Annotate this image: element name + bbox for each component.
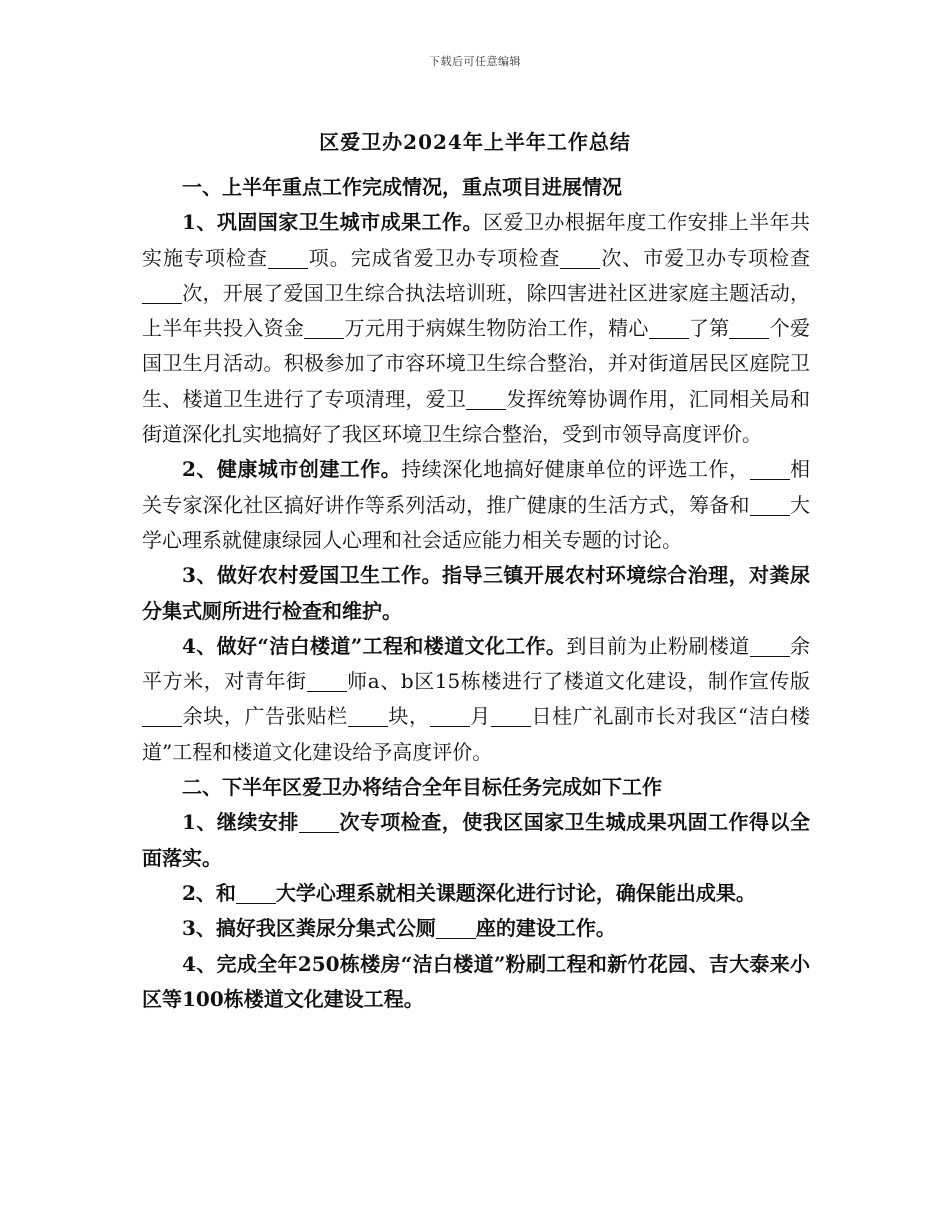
paragraph-text: 余平方米，对青年街	[142, 633, 811, 694]
item-lead: 1、巩固国家卫生城市成果工作。	[182, 210, 483, 235]
section1-item2-paragraph	[142, 452, 810, 558]
fill-blank	[236, 883, 276, 904]
item-lead: 2、健康城市创建工作。	[182, 457, 402, 482]
fill-blank	[466, 389, 506, 410]
fill-blank	[348, 706, 388, 727]
paragraph-text: 相关专家深化社区搞好讲作等系列活动，推广健康的生活方式，筹备和	[142, 457, 811, 517]
fill-blank	[729, 318, 769, 339]
section1-item3-paragraph: 3、做好农村爱国卫生工作。指导三镇开展农村环境综合治理，对粪尿分集式厕所进行检查和维护。	[142, 563, 810, 623]
paragraph-text: 次，开展了爱国卫生综合执法培训班，除四害进社区进家庭主题活动，上半年共投入资金	[142, 280, 810, 341]
section1-heading: 一、上半年重点工作完成情况，重点项目进展情况	[182, 175, 622, 199]
fill-blank	[491, 706, 531, 727]
fill-blank	[560, 248, 600, 269]
section2-item3-paragraph	[142, 911, 810, 946]
fill-blank	[436, 918, 476, 939]
fill-blank	[142, 283, 182, 304]
paragraph-text: 区爱卫办根据年度工作安排上半年共实施专项检查	[142, 210, 811, 270]
paragraph-text: 次、市爱卫办专项检查	[600, 245, 811, 270]
section2-item1-paragraph	[142, 805, 810, 876]
section2-item4-paragraph: 4、完成全年250栋楼房“洁白楼道”粉刷工程和新竹花园、吉大泰来小区等100栋楼道文化建设工程。	[142, 951, 810, 1011]
paragraph-text: 大学心理系就相关课题深化进行讨论，确保能出成果。	[275, 880, 756, 905]
fill-blank	[307, 671, 347, 692]
fill-blank	[750, 636, 790, 657]
section2-item2-paragraph	[142, 876, 810, 911]
paragraph-text: 日桂广礼副市长对我区“洁白楼道”工程和楼道文化建设给予高度评价。	[142, 704, 811, 764]
section1-item1-paragraph	[142, 205, 810, 452]
section2-heading: 二、下半年区爱卫办将结合全年目标任务完成如下工作	[182, 775, 662, 800]
fill-blank	[299, 812, 339, 833]
paragraph-text: 项。完成省爱卫办专项检查	[307, 245, 561, 270]
paragraph-text: 个爱国卫生月活动。积极参加了市容环境卫生综合整治，并对街道居民区庭院卫生、楼道卫生进行了专项清理，爱卫	[142, 316, 811, 411]
paragraph-text: 万元用于病媒生物防治工作，精心	[344, 316, 649, 341]
paragraph-text: 座的建设工作。	[475, 916, 616, 941]
document-title: 区爱卫办2024年上半年工作总结	[319, 130, 631, 154]
paragraph-text: 3、搞好我区粪尿分集式公厕	[182, 916, 436, 941]
paragraph-text: 持续深化地搞好健康单位的评选工作，	[401, 457, 750, 482]
paragraph-text: 2、和	[182, 880, 236, 905]
fill-blank	[750, 495, 790, 516]
paragraph-text: 到目前为止粉刷楼道	[566, 633, 750, 658]
section1-item4-paragraph	[142, 629, 810, 770]
fill-blank	[750, 459, 790, 480]
paragraph-text: 了第	[688, 316, 730, 341]
fill-blank	[649, 318, 689, 339]
paragraph-text: 师a、b区15栋楼进行了楼道文化建设，制作宣传版	[346, 669, 811, 694]
paragraph-text: 1、继续安排	[182, 810, 299, 835]
paragraph-text: 余块，广告张贴栏	[182, 704, 348, 729]
fill-blank	[430, 706, 470, 727]
paragraph-text: 块，	[387, 704, 430, 729]
paragraph-text: 大学心理系就健康绿园人心理和社会适应能力相关专题的讨论。	[142, 492, 811, 552]
fill-blank	[142, 706, 182, 727]
fill-blank	[304, 318, 344, 339]
paragraph-text: 月	[469, 704, 491, 729]
item-lead: 4、做好“洁白楼道”工程和楼道文化工作。	[182, 633, 567, 658]
paragraph-text: 次专项检查，使我区国家卫生城成果巩固工作得以全面落实。	[142, 810, 811, 870]
paragraph-text: 发挥统筹协调作用，汇同相关局和街道深化扎实地搞好了我区环境卫生综合整治，受到市领导高度评价。	[142, 386, 811, 447]
document-body	[142, 170, 810, 1017]
fill-blank	[268, 248, 308, 269]
page-header-note: 下载后可任意编辑	[429, 55, 521, 68]
